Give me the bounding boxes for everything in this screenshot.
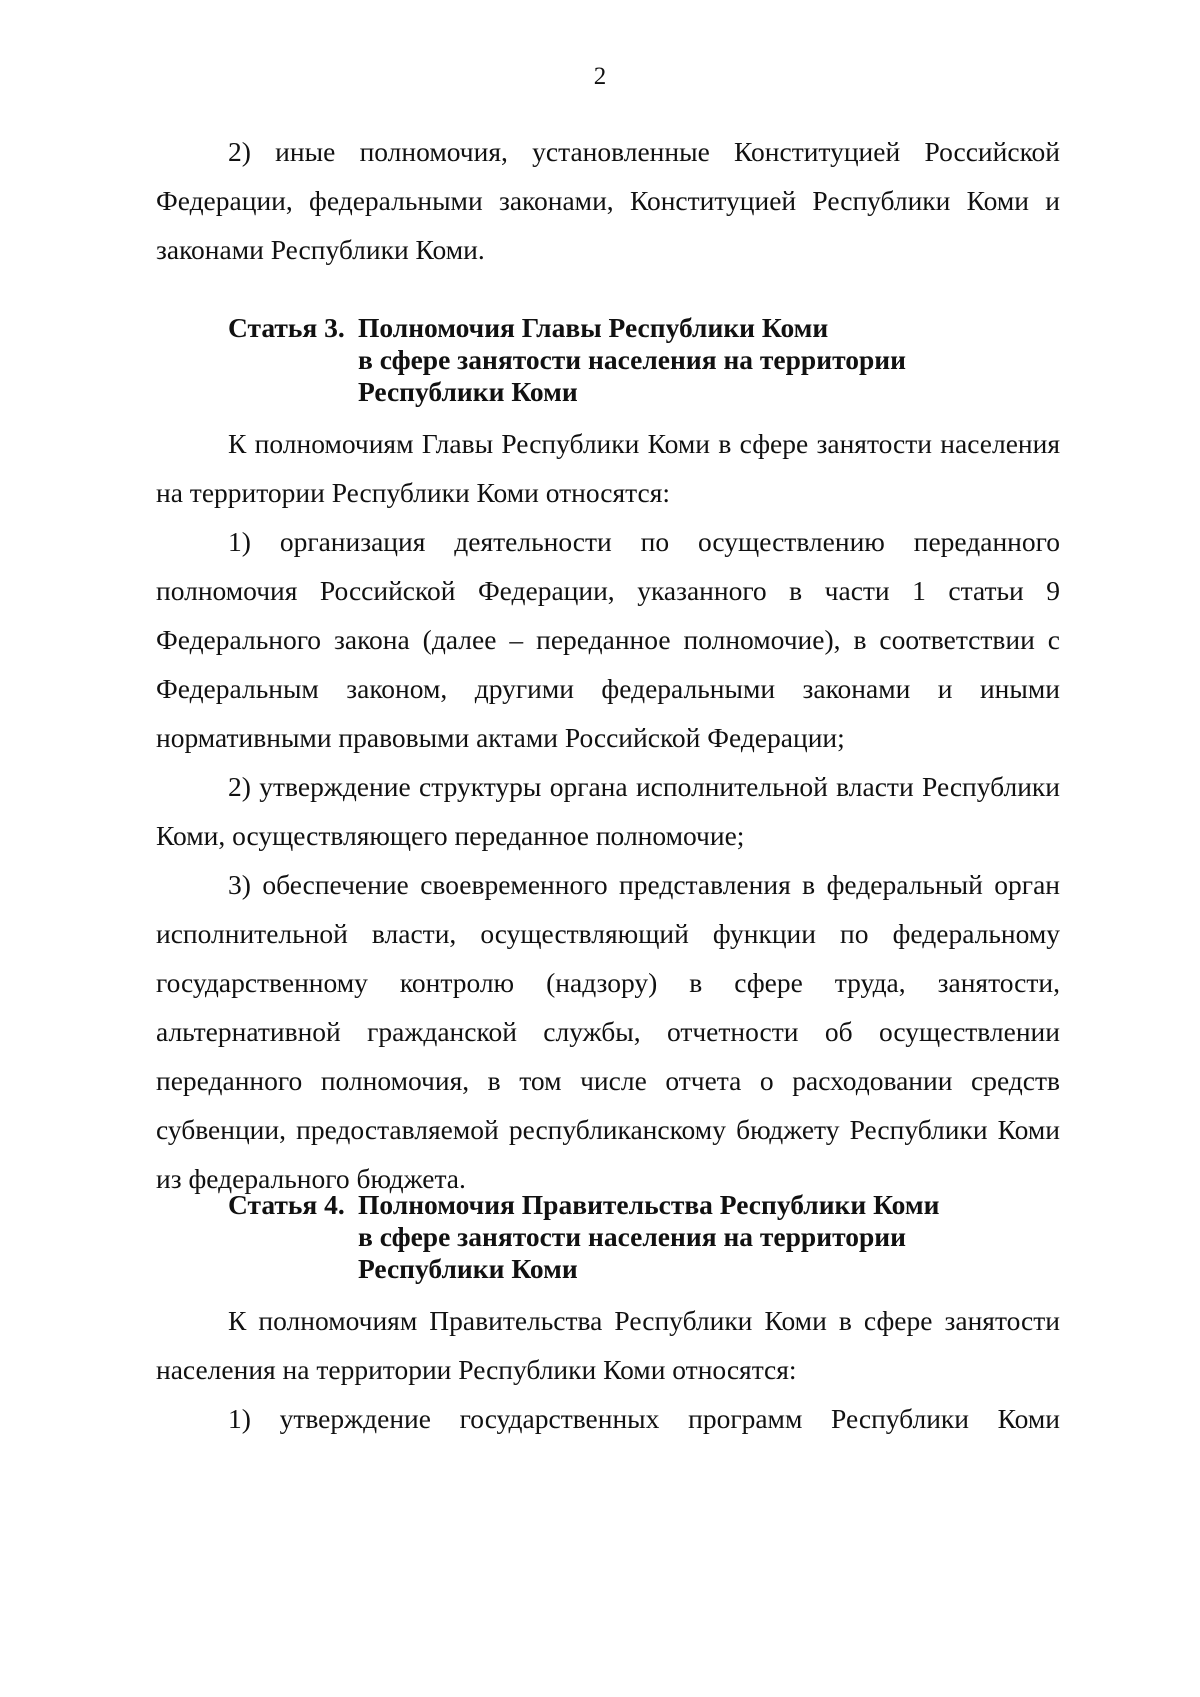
article-4-title-line-3: Республики Коми [358,1253,578,1284]
article-4-label: Статья 4. [228,1189,345,1220]
intro-block [156,127,1060,274]
article-3-intro: К полномочиям Главы Республики Коми в сфере занятости населения на территории Республики Коми относятся: [156,428,1060,508]
article-4-heading [228,1189,988,1285]
article-4-title-line-2: в сфере занятости населения на территории [358,1221,906,1252]
article-3-item-1: 1) организация деятельности по осуществлению переданного полномочия Российской Федерации, указанного в части 1 статьи 9 Федерального закона (далее – переданное полномочие), в соответствии с Федеральным законом, другими федеральными законами и иными нормативными правовыми актами Российской Федерации; [156,526,1060,753]
article-4-title-line-1: Полномочия Правительства Республики Коми [358,1189,940,1220]
article-3-title-line-3: Республики Коми [358,376,578,407]
article-4-intro: К полномочиям Правительства Республики Коми в сфере занятости населения на территории Республики Коми относятся: [156,1305,1060,1385]
paragraph-other-powers: 2) иные полномочия, установленные Конституцией Российской Федерации, федеральными законами, Конституцией Республики Коми и законами Республики Коми. [156,136,1060,265]
page-number: 2 [593,63,607,90]
article-3-item-3: 3) обеспечение своевременного представления в федеральный орган исполнительной власти, осуществляющий функции по федеральному государственному контролю (надзору) в сфере труда, занятости, альтернативной гражданской службы, отчетности об осуществлении переданного полномочия, в том числе отчета о расходовании средств субвенции, предоставляемой республиканскому бюджету Республики Коми из федерального бюджета. [156,869,1060,1194]
article-3-title-line-2: в сфере занятости населения на территории [358,344,906,375]
article-3-body [156,419,1060,1203]
article-3-item-2: 2) утверждение структуры органа исполнительной власти Республики Коми, осуществляющего переданное полномочие; [156,771,1060,851]
article-3-label: Статья 3. [228,312,345,343]
article-3-title-line-1: Полномочия Главы Республики Коми [358,312,829,343]
article-4-body [156,1296,1060,1443]
article-3-heading [228,312,988,408]
article-4-item-1: 1) утверждение государственных программ Республики Коми [228,1403,1060,1434]
